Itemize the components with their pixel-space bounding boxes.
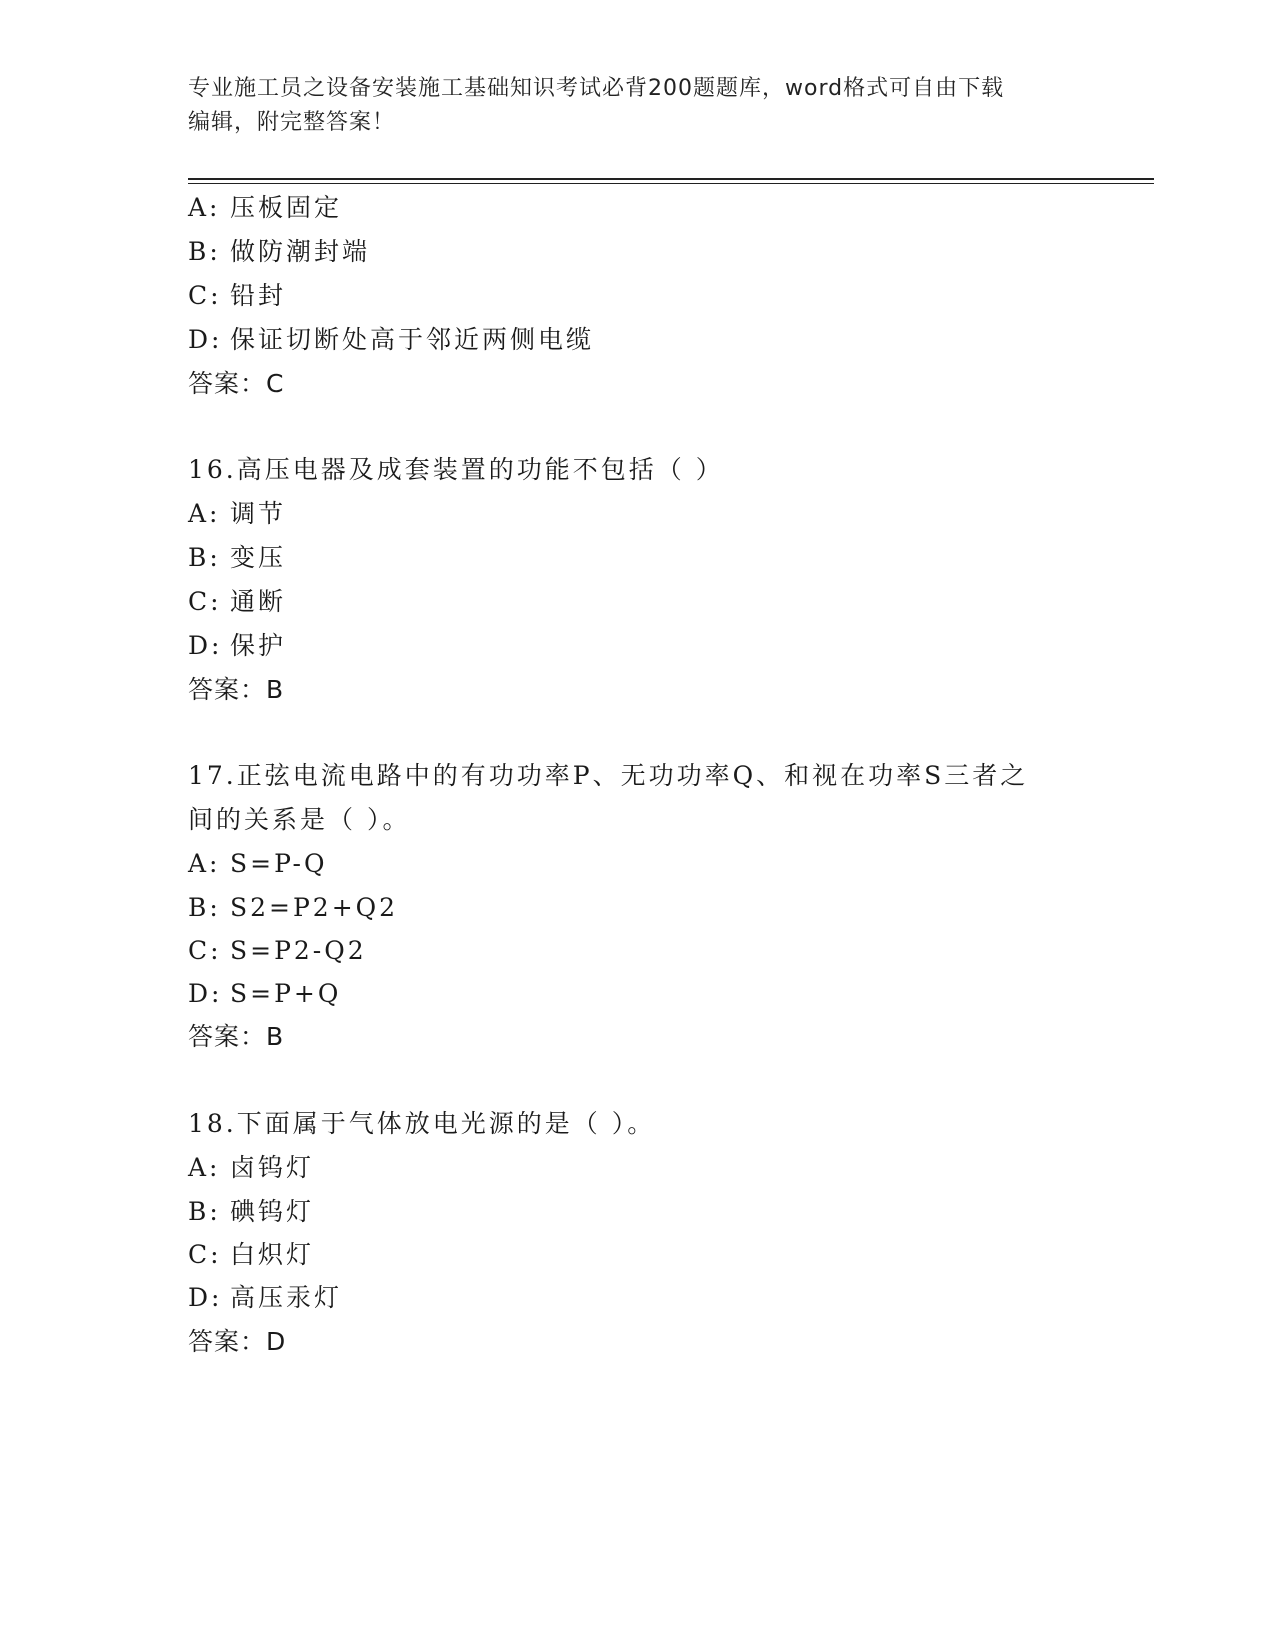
q15-option-d (188, 324, 594, 356)
q17-option-c (188, 935, 367, 967)
option-text: S=P2-Q2 (230, 936, 367, 965)
q18-option-a (188, 1152, 314, 1184)
option-text: 碘钨灯 (230, 1197, 315, 1226)
q17-question-line-2: 间的关系是（ ）。 (188, 805, 411, 834)
q18-option-d (188, 1282, 342, 1314)
option-text: 保证切断处高于邻近两侧电缆 (230, 325, 595, 354)
q17-option-d (188, 978, 341, 1010)
option-label: D: (188, 631, 223, 660)
option-label: A: (188, 193, 221, 222)
option-label: A: (188, 849, 221, 878)
header-divider-thin (188, 183, 1154, 184)
option-label: C: (188, 587, 222, 616)
q16-answer: 答案：B (188, 675, 285, 704)
option-label: B: (188, 543, 221, 572)
option-text: 卤钨灯 (230, 1153, 315, 1182)
option-text: 高压汞灯 (230, 1283, 343, 1312)
header-line-1: 专业施工员之设备安装施工基础知识考试必背200题题库，word格式可自由下载 (188, 76, 1005, 101)
header-line-2: 编辑，附完整答案！ (188, 110, 396, 135)
q18-option-c (188, 1239, 314, 1271)
q17-option-b (188, 892, 398, 924)
option-text: 白炽灯 (230, 1240, 315, 1269)
q17-option-a (188, 848, 327, 880)
option-label: D: (188, 1283, 223, 1312)
q18-option-b (188, 1196, 314, 1228)
option-text: 变压 (230, 543, 287, 572)
option-label: C: (188, 936, 222, 965)
document-header (188, 72, 1088, 140)
option-text: 调节 (230, 499, 287, 528)
option-label: B: (188, 893, 221, 922)
q16-option-d (188, 630, 286, 662)
option-label: B: (188, 237, 221, 266)
option-label: B: (188, 1197, 221, 1226)
option-text: S2=P2+Q2 (230, 893, 399, 922)
option-text: 通断 (230, 587, 287, 616)
q16-option-b (188, 542, 286, 574)
q15-option-b (188, 236, 370, 268)
option-text: S=P+Q (230, 979, 342, 1008)
option-text: 保护 (230, 631, 287, 660)
q16-question: 16.高压电器及成套装置的功能不包括（ ） (188, 455, 724, 484)
q17-question-line-1: 17.正弦电流电路中的有功功率P、无功功率Q、和视在功率S三者之 (188, 761, 1029, 790)
q15-answer: 答案：C (188, 369, 285, 398)
q17-answer: 答案：B (188, 1022, 285, 1051)
q15-option-c (188, 280, 286, 312)
q15-option-a (188, 192, 342, 224)
q16-option-a (188, 498, 286, 530)
option-label: C: (188, 1240, 222, 1269)
option-label: D: (188, 325, 223, 354)
q18-answer: 答案：D (188, 1327, 287, 1356)
option-label: A: (188, 499, 221, 528)
option-label: D: (188, 979, 223, 1008)
option-text: 铅封 (230, 281, 287, 310)
option-text: 做防潮封端 (230, 237, 371, 266)
option-text: S=P-Q (230, 849, 328, 878)
option-text: 压板固定 (230, 193, 343, 222)
q18-question: 18.下面属于气体放电光源的是（ ）。 (188, 1109, 656, 1138)
q16-option-c (188, 586, 286, 618)
header-divider-thick (188, 178, 1154, 180)
option-label: C: (188, 281, 222, 310)
option-label: A: (188, 1153, 221, 1182)
